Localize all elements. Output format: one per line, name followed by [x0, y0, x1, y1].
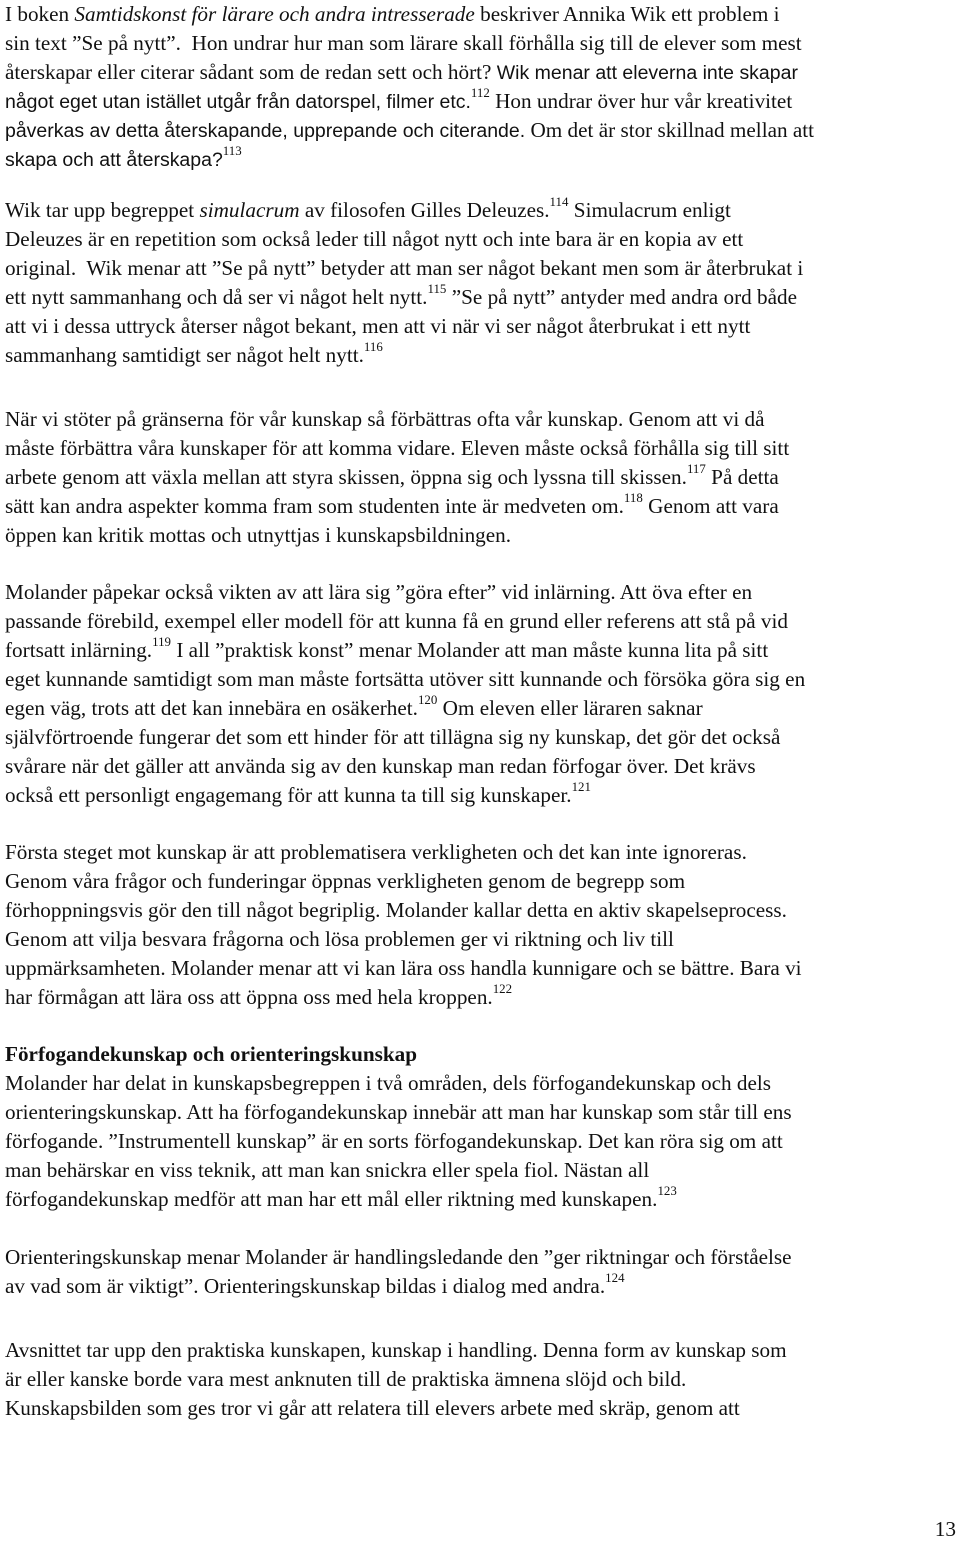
text-line — [5, 1156, 955, 1185]
text-segment: Deleuzes är en repetition som också leder till något nytt och inte bara är en kopia av ett — [5, 227, 744, 251]
paragraph — [5, 405, 960, 550]
text-segment: man behärskar en viss teknik, att man kan snickra eller spela fiol. Nästan all — [5, 1158, 650, 1182]
text-line — [5, 29, 955, 58]
section-heading: Förfogandekunskap och orienteringskunskap — [5, 1042, 418, 1066]
text-line — [5, 1394, 955, 1423]
text-segment: något eget utan istället utgår från datorspel, filmer etc. — [5, 91, 471, 113]
footnote-reference: 113 — [222, 142, 242, 158]
text-segment: Molander har delat in kunskapsbegreppen i två områden, dels förfogandekunskap och dels — [5, 1071, 772, 1095]
text-line — [5, 723, 955, 752]
text-segment: Om det är stor skillnad mellan att — [525, 118, 815, 142]
text-segment: Molander påpekar också vikten av att lära sig ”göra efter” vid inlärning. Att öva efter en — [5, 580, 753, 604]
text-segment: Wik menar att eleverna inte skapar — [496, 62, 798, 84]
text-segment: När vi stöter på gränserna för vår kunskap så förbättras ofta vår kunskap. Genom att vi då — [5, 407, 765, 431]
text-segment: I all ”praktisk konst” menar Molander att man måste kunna lita på sitt — [171, 638, 769, 662]
text-line — [5, 1336, 955, 1365]
text-line — [5, 633, 955, 665]
text-line — [5, 254, 955, 283]
text-segment: eget kunnande samtidigt som man måste fortsätta utöver sitt kunnande och försöka göra sig en — [5, 667, 806, 691]
text-line — [5, 1069, 955, 1098]
text-segment: sin text ”Se på nytt”. Hon undrar hur man som lärare skall förhålla sig till de elever som mest — [5, 31, 802, 55]
paragraph — [5, 838, 960, 1012]
text-line — [5, 58, 955, 87]
paragraph — [5, 0, 960, 174]
text-segment: förhoppningsvis gör den till något begriplig. Molander kallar detta en aktiv skapelseprocess. — [5, 898, 787, 922]
footnote-reference: 112 — [470, 84, 490, 100]
text-segment: Wik tar upp begreppet — [5, 198, 200, 222]
text-segment: Om eleven eller läraren saknar — [437, 696, 703, 720]
text-segment: Kunskapsbilden som ges tror vi går att relatera till elevers arbete med skräp, genom att — [5, 1396, 740, 1420]
text-segment: uppmärksamheten. Molander menar att vi kan lära oss handla kunnigare och se bättre. Bara vi — [5, 956, 802, 980]
paragraph — [5, 1336, 960, 1423]
footnote-reference: 116 — [363, 338, 383, 354]
text-segment: har förmågan att lära oss att öppna oss med hela kroppen. — [5, 985, 493, 1009]
footnote-reference: 119 — [152, 633, 172, 649]
text-segment: passande förebild, exempel eller modell för att kunna få en grund eller referens att stå på vid — [5, 609, 789, 633]
text-line — [5, 405, 955, 434]
text-line — [5, 84, 955, 116]
text-line — [5, 1040, 955, 1069]
footnote-reference: 121 — [571, 778, 591, 794]
paragraph — [5, 193, 960, 370]
text-line — [5, 954, 955, 983]
text-segment: ”Se på nytt” antyder med andra ord både — [446, 285, 798, 309]
footnote-reference: 114 — [549, 193, 569, 209]
text-line — [5, 434, 955, 463]
text-segment: egen väg, trots att det kan innebära en osäkerhet. — [5, 696, 418, 720]
text-line — [5, 867, 955, 896]
text-segment: Första steget mot kunskap är att problematisera verkligheten och det kan inte ignoreras. — [5, 840, 747, 864]
footnote-reference: 117 — [686, 460, 706, 476]
footnote-reference: 118 — [623, 489, 643, 505]
text-segment: Genom att vara — [642, 494, 779, 518]
text-segment: påverkas av detta återskapande, upprepande och citerande. — [5, 120, 526, 142]
text-segment: öppen kan kritik mottas och utnyttjas i kunskapsbildningen. — [5, 523, 512, 547]
text-segment: original. Wik menar att ”Se på nytt” betyder att man ser något bekant men som är återbrukat i — [5, 256, 804, 280]
text-segment: sammanhang samtidigt ser något helt nytt. — [5, 343, 364, 367]
text-segment: Simulacrum enligt — [568, 198, 731, 222]
text-line — [5, 116, 955, 145]
text-segment: av vad som är viktigt”. Orienteringskunskap bildas i dialog med andra. — [5, 1274, 606, 1298]
footnote-reference: 124 — [605, 1269, 625, 1285]
text-segment: av filosofen Gilles Deleuzes. — [299, 198, 550, 222]
text-line — [5, 1365, 955, 1394]
footnote-reference: 115 — [427, 280, 447, 296]
text-line — [5, 142, 955, 174]
footnote-reference: 120 — [417, 691, 438, 707]
text-segment: ett nytt sammanhang och då ser vi något helt nytt. — [5, 285, 428, 309]
text-segment: återskapar eller citerar sådant som de redan sett och hört? — [5, 60, 497, 84]
paragraph — [5, 1243, 960, 1301]
text-segment: Genom att vilja besvara frågorna och lösa problemen ger vi riktning och liv till — [5, 927, 674, 951]
text-line — [5, 338, 955, 370]
text-segment: I boken — [5, 2, 75, 26]
text-line — [5, 460, 955, 492]
text-segment: svårare när det gäller att använda sig av den kunskap man redan förfogar över. Det krävs — [5, 754, 756, 778]
text-segment: skapa och att återskapa? — [5, 149, 223, 171]
text-line — [5, 691, 955, 723]
text-line — [5, 312, 955, 341]
text-segment: Avsnittet tar upp den praktiska kunskapen, kunskap i handling. Denna form av kunskap som — [5, 1338, 787, 1362]
text-line — [5, 0, 955, 29]
text-segment: måste förbättra våra kunskaper för att komma vidare. Eleven måste också förhålla sig till sitt — [5, 436, 790, 460]
paragraph — [5, 1040, 960, 1214]
text-segment: Orienteringskunskap menar Molander är handlingsledande den ”ger riktningar och förståelse — [5, 1245, 792, 1269]
text-segment: också ett personligt engagemang för att kunna ta till sig kunskaper. — [5, 783, 572, 807]
text-line — [5, 980, 955, 1012]
footnote-reference: 122 — [492, 980, 513, 996]
text-line — [5, 778, 955, 810]
text-segment: är eller kanske borde vara mest anknuten till de praktiska ämnena slöjd och bild. — [5, 1367, 687, 1391]
text-line — [5, 607, 955, 636]
text-line — [5, 1098, 955, 1127]
text-line — [5, 1269, 955, 1301]
text-segment: självförtroende fungerar det som ett hinder för att tillägna sig ny kunskap, det gör det också — [5, 725, 781, 749]
italic-title: Samtidskonst för lärare och andra intresserade — [74, 2, 475, 26]
text-line — [5, 280, 955, 312]
text-segment: Genom våra frågor och funderingar öppnas verkligheten genom de begrepp som — [5, 869, 686, 893]
page-number: 13 — [934, 1517, 956, 1541]
text-segment: orienteringskunskap. Att ha förfogandekunskap innebär att man har kunskap som står till ens — [5, 1100, 792, 1124]
text-segment: På detta — [705, 465, 779, 489]
text-line — [5, 1182, 955, 1214]
text-line — [5, 925, 955, 954]
text-line — [5, 752, 955, 781]
footnote-reference: 123 — [657, 1182, 677, 1198]
text-segment: arbete genom att växla mellan att styra skissen, öppna sig och lyssna till skissen. — [5, 465, 687, 489]
text-line — [5, 1243, 955, 1272]
text-line — [5, 1127, 955, 1156]
italic-title: simulacrum — [199, 198, 300, 222]
paragraph — [5, 578, 960, 810]
text-segment: sätt kan andra aspekter komma fram som studenten inte är medveten om. — [5, 494, 624, 518]
text-segment: beskriver Annika Wik ett problem i — [474, 2, 780, 26]
text-line — [5, 521, 955, 550]
text-line — [5, 193, 955, 225]
text-segment: förfogande. ”Instrumentell kunskap” är en sorts förfogandekunskap. Det kan röra sig om att — [5, 1129, 783, 1153]
text-line — [5, 578, 955, 607]
text-segment: Hon undrar över hur vår kreativitet — [489, 89, 793, 113]
text-segment: att vi i dessa uttryck återser något bekant, men att vi när vi ser något återbrukat i ett nytt — [5, 314, 751, 338]
text-segment: förfogandekunskap medför att man har ett mål eller riktning med kunskapen. — [5, 1187, 658, 1211]
text-line — [5, 896, 955, 925]
text-segment: fortsatt inlärning. — [5, 638, 153, 662]
text-line — [5, 665, 955, 694]
text-line — [5, 838, 955, 867]
text-line — [5, 489, 955, 521]
text-line — [5, 225, 955, 254]
